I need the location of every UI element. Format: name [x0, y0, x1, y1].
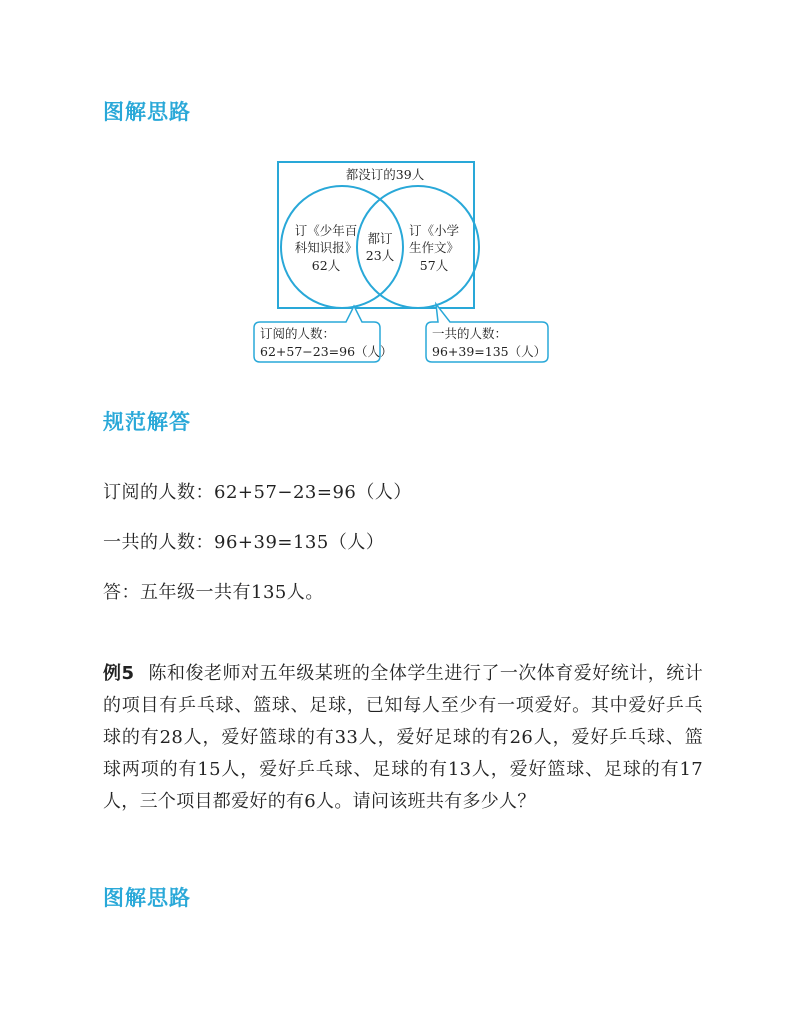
left-callout-title: 订阅的人数：: [260, 326, 336, 341]
example-text: 陈和俊老师对五年级某班的全体学生进行了一次体育爱好统计，统计的项目有乒乓球、篮球、足球，已知每人至少有一项爱好。其中爱好乒乓球的有28人，爱好篮球的有33人，爱好足球的有26人，爱好乒乓球、篮球两项的有15人，爱好乒乓球、足球的有13人，爱好篮球、足球的有17人，三个项目都爱好的有6人。请问该班共有多少人？: [103, 663, 704, 812]
left-set-label-line2: 科知识报》: [294, 240, 358, 255]
overlap-count: 23人: [365, 248, 395, 263]
outside-label: 都没订的39人: [345, 167, 425, 182]
right-callout-title: 一共的人数：: [432, 326, 508, 341]
right-set-count: 57人: [419, 258, 449, 273]
section-heading-solution: 规范解答: [103, 410, 191, 434]
section-heading-diagram: 图解思路: [103, 100, 191, 124]
solution-line-subscribed: 订阅的人数：62+57−23=96（人）: [103, 482, 412, 503]
example-5-problem: [103, 658, 703, 818]
solution-line-total: 一共的人数：96+39=135（人）: [103, 532, 385, 553]
left-set-label-line1: 订《少年百: [294, 223, 358, 238]
right-set-label-line2: 生作文》: [408, 240, 460, 255]
left-set-count: 62人: [311, 258, 341, 273]
left-callout-formula: 62+57−23=96（人）: [260, 344, 393, 359]
section-heading-diagram-2: 图解思路: [103, 886, 191, 910]
overlap-label: 都订: [367, 231, 393, 246]
venn-diagram: [250, 160, 560, 370]
example-label: 例5: [103, 663, 135, 684]
right-callout-formula: 96+39=135（人）: [432, 344, 547, 359]
solution-answer: 答：五年级一共有135人。: [103, 582, 324, 603]
right-set-label-line1: 订《小学: [408, 223, 460, 238]
